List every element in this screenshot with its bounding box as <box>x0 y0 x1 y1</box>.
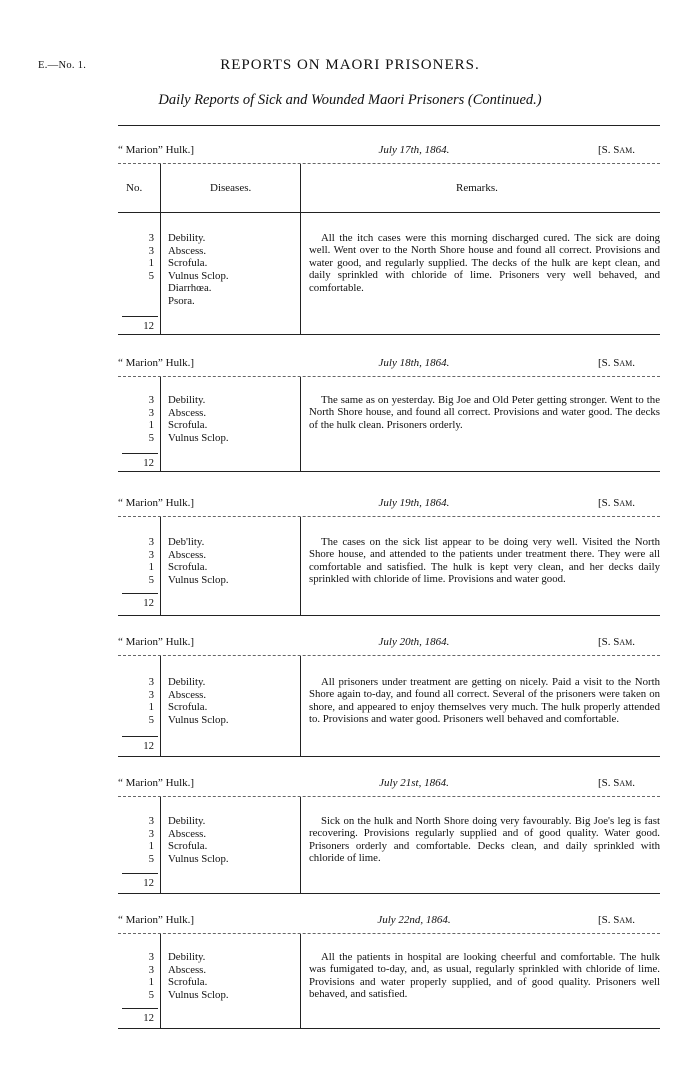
report-bottom-rule <box>118 756 660 757</box>
disease-name: Vulnus Sclop. <box>168 269 229 282</box>
column-rule <box>300 164 301 334</box>
case-count: 1 <box>148 419 154 431</box>
remarks-text: All the itch cases were this morning discharged cured. The sick are doing well. Went over to the North Shore house and found all correct. Provisions and water good, and regularly supplied. The decks of the hulk are kept clean, and daily sprinkled with chloride of lime. Prisoners very well behaved, and comfortable. <box>309 232 660 294</box>
remarks-text: All prisoners under treatment are getting on nicely. Paid a visit to the North Shore again to-day, and found all correct. Several of the prisoners were taken on shore, and appeared to enjoy themselves very much. The hulk properly attended to. Provisions and water good. Prisoners well behaved and comfortable. <box>309 676 660 726</box>
case-counts <box>118 394 154 444</box>
report-date: July 19th, 1864. <box>378 497 450 509</box>
disease-list <box>168 536 298 586</box>
report-divider <box>118 655 660 656</box>
total-rule <box>122 316 158 317</box>
disease-name: Vulnus Sclop. <box>168 713 229 726</box>
report-officer: [S. Sam. <box>598 777 636 789</box>
remarks-text: All the patients in hospital are looking cheerful and comfortable. The hulk was fumigated to-day, and, as usual, regularly sprinkled with chloride of lime. Provisions and water properly supplied, and of good quality. Prisoners well behaved, and satisfied. <box>309 951 660 1001</box>
disease-list <box>168 676 298 726</box>
report-bottom-rule <box>118 471 660 472</box>
report-officer: [S. Sam. <box>598 914 636 926</box>
column-rule <box>160 377 161 471</box>
case-count: 1 <box>148 976 154 988</box>
total-rule <box>122 873 158 874</box>
header-rule <box>118 212 660 213</box>
case-count: 3 <box>148 406 154 419</box>
report-date: July 22nd, 1864. <box>377 914 451 926</box>
report-officer: [S. Sam. <box>598 357 636 369</box>
column-rule <box>160 164 161 334</box>
case-count: 1 <box>148 701 154 713</box>
disease-name: Diarrhœa. <box>168 282 212 294</box>
disease-name: Deb'lity. <box>168 536 205 548</box>
column-rule <box>300 797 301 893</box>
case-count: 3 <box>148 676 154 688</box>
disease-name: Psora. <box>168 294 195 307</box>
disease-name: Vulnus Sclop. <box>168 431 229 444</box>
report-hulk: “ Marion” Hulk.] <box>118 914 195 926</box>
report-divider <box>118 376 660 377</box>
report-divider <box>118 796 660 797</box>
report-date: July 18th, 1864. <box>378 357 450 369</box>
remarks-text: The same as on yesterday. Big Joe and Old Peter getting stronger. Went to the North Shore house, and found all correct. Provisions and water good. The decks of the hulk clean. Prisoners orderly. <box>309 394 660 431</box>
total-rule <box>122 1008 158 1009</box>
total-rule <box>122 453 158 454</box>
case-counts <box>118 232 154 282</box>
disease-name: Debility. <box>168 232 206 244</box>
disease-name: Abscess. <box>168 406 207 419</box>
column-header-no: No. <box>126 182 143 194</box>
case-count: 5 <box>148 852 154 865</box>
case-count: 5 <box>148 713 154 726</box>
disease-list <box>168 951 298 1001</box>
report-divider <box>118 516 660 517</box>
disease-name: Debility. <box>168 676 206 688</box>
remarks-text: The cases on the sick list appear to be doing very well. Visited the North Shore house, and attended to the patients under treatment there. They were all comfortable and satisfied. The hulk is kept very clean, and her decks daily sprinkled with chloride of lime. Provisions and water good. <box>309 536 660 586</box>
total-rule <box>122 593 158 594</box>
column-rule <box>300 517 301 615</box>
report-date: July 21st, 1864. <box>379 777 449 789</box>
report-hulk: “ Marion” Hulk.] <box>118 636 195 648</box>
case-total: 12 <box>143 597 154 609</box>
report-divider <box>118 163 660 164</box>
disease-name: Vulnus Sclop. <box>168 573 229 586</box>
case-count: 5 <box>148 431 154 444</box>
case-count: 3 <box>148 951 154 963</box>
disease-name: Scrofula. <box>168 976 208 988</box>
case-total: 12 <box>143 457 154 469</box>
remarks-text: Sick on the hulk and North Shore doing very favourably. Big Joe's leg is fast recovering. Provisions regularly supplied and of good quality. Water good. Prisoners orderly and comfortable. Decks clean, and daily sprinkled with chloride of lime. <box>309 815 660 865</box>
report-divider <box>118 933 660 934</box>
column-rule <box>160 517 161 615</box>
disease-name: Abscess. <box>168 244 207 257</box>
case-count: 3 <box>148 815 154 827</box>
case-count: 1 <box>148 840 154 852</box>
report-date: July 17th, 1864. <box>378 144 450 156</box>
report-officer: [S. Sam. <box>598 636 636 648</box>
report-hulk: “ Marion” Hulk.] <box>118 497 195 509</box>
report-hulk: “ Marion” Hulk.] <box>118 357 195 369</box>
report-date: July 20th, 1864. <box>378 636 450 648</box>
disease-name: Abscess. <box>168 688 207 701</box>
report-block <box>0 497 700 621</box>
column-header-diseases: Diseases. <box>210 182 252 194</box>
report-bottom-rule <box>118 1028 660 1029</box>
disease-name: Scrofula. <box>168 419 208 431</box>
report-block <box>0 914 700 1034</box>
report-hulk: “ Marion” Hulk.] <box>118 777 195 789</box>
column-header-remarks: Remarks. <box>456 182 498 194</box>
column-rule <box>300 656 301 756</box>
disease-name: Debility. <box>168 815 206 827</box>
report-block <box>0 636 700 762</box>
disease-name: Vulnus Sclop. <box>168 852 229 865</box>
disease-name: Scrofula. <box>168 840 208 852</box>
case-count: 3 <box>148 244 154 257</box>
report-block <box>0 357 700 477</box>
case-count: 1 <box>148 257 154 269</box>
disease-name: Debility. <box>168 951 206 963</box>
top-rule <box>118 125 660 126</box>
case-count: 5 <box>148 988 154 1001</box>
case-counts <box>118 676 154 726</box>
page-subtitle: Daily Reports of Sick and Wounded Maori Prisoners (Continued.) <box>158 92 542 108</box>
case-total: 12 <box>143 320 154 332</box>
disease-name: Vulnus Sclop. <box>168 988 229 1001</box>
case-count: 3 <box>148 548 154 561</box>
column-rule <box>300 377 301 471</box>
disease-name: Scrofula. <box>168 561 208 573</box>
page-title: REPORTS ON MAORI PRISONERS. <box>220 57 480 73</box>
report-officer: [S. Sam. <box>598 497 636 509</box>
total-rule <box>122 736 158 737</box>
column-rule <box>160 934 161 1028</box>
case-count: 3 <box>148 827 154 840</box>
report-block <box>0 144 700 344</box>
column-rule <box>160 797 161 893</box>
report-bottom-rule <box>118 615 660 616</box>
column-rule <box>160 656 161 756</box>
case-count: 3 <box>148 963 154 976</box>
case-counts <box>118 536 154 586</box>
report-hulk: “ Marion” Hulk.] <box>118 144 195 156</box>
case-count: 5 <box>148 573 154 586</box>
case-total: 12 <box>143 877 154 889</box>
case-count: 5 <box>148 269 154 282</box>
report-officer: [S. Sam. <box>598 144 636 156</box>
case-count: 3 <box>148 536 154 548</box>
case-total: 12 <box>143 740 154 752</box>
disease-list <box>168 394 298 444</box>
case-count: 3 <box>148 232 154 244</box>
disease-name: Scrofula. <box>168 701 208 713</box>
report-bottom-rule <box>118 334 660 335</box>
report-bottom-rule <box>118 893 660 894</box>
column-rule <box>300 934 301 1028</box>
disease-name: Abscess. <box>168 827 207 840</box>
case-total: 12 <box>143 1012 154 1024</box>
disease-name: Debility. <box>168 394 206 406</box>
case-counts <box>118 815 154 865</box>
disease-list <box>168 232 298 307</box>
disease-name: Abscess. <box>168 963 207 976</box>
disease-name: Scrofula. <box>168 257 208 269</box>
case-count: 1 <box>148 561 154 573</box>
case-count: 3 <box>148 688 154 701</box>
case-counts <box>118 951 154 1001</box>
page-reference: E.—No. 1. <box>38 60 87 71</box>
disease-name: Abscess. <box>168 548 207 561</box>
disease-list <box>168 815 298 865</box>
case-count: 3 <box>148 394 154 406</box>
report-block <box>0 777 700 899</box>
